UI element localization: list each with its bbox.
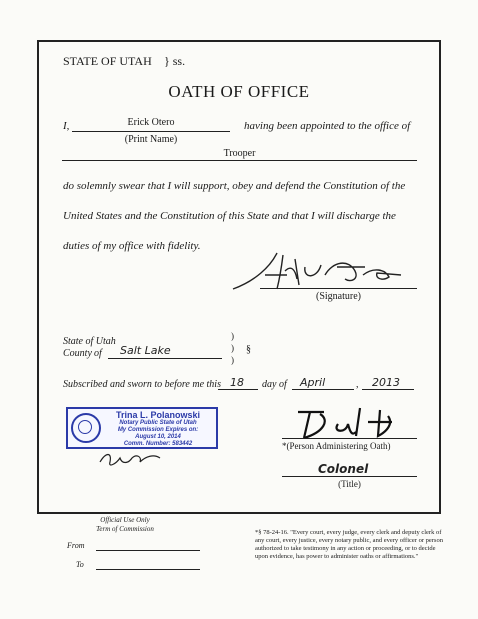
day-of-label: day of xyxy=(262,379,287,390)
name-line xyxy=(72,131,230,132)
signature-label: (Signature) xyxy=(316,291,361,302)
administering-line xyxy=(282,438,417,439)
sworn-text: Subscribed and sworn to before me this xyxy=(63,379,221,390)
county-handwritten: Salt Lake xyxy=(120,344,171,357)
sworn-year: 2013 xyxy=(372,376,400,389)
office-line xyxy=(62,160,417,161)
title-line xyxy=(282,476,417,477)
sworn-day: 18 xyxy=(230,376,244,389)
document-title: OATH OF OFFICE xyxy=(168,82,310,101)
to-label: To xyxy=(76,560,84,569)
year-line xyxy=(362,389,414,390)
oath-line-3: duties of my office with fidelity. xyxy=(63,240,201,252)
official-use-header: Official Use Only xyxy=(100,516,150,524)
day-line xyxy=(218,389,258,390)
from-label: From xyxy=(67,541,85,550)
term-of-commission-header: Term of Commission xyxy=(96,525,154,533)
notary-stamp: Trina L. Polanowski Notary Public State of Utah My Commission Expires on: August 10, 2014 Comm. Number: 583442 xyxy=(66,407,218,449)
title-label: (Title) xyxy=(338,479,361,489)
state-heading: STATE OF UTAH xyxy=(63,54,152,68)
venue-of-label: of xyxy=(94,348,102,359)
print-name-label: (Print Name) xyxy=(124,134,178,145)
signature-line xyxy=(260,288,417,289)
office-value: Trooper xyxy=(223,148,256,159)
printed-name: Erick Otero xyxy=(127,117,175,128)
venue-county-label: County xyxy=(63,348,92,359)
sworn-month: April xyxy=(300,376,326,389)
ss-marker: } ss. xyxy=(164,54,186,68)
title-handwritten: Colonel xyxy=(318,462,369,476)
appointed-text: having been appointed to the office of xyxy=(244,120,411,132)
oath-line-2: United States and the Constitution of this State and that I will discharge the xyxy=(63,210,396,222)
notary-seal-icon xyxy=(71,413,101,443)
oath-line-1: do solemnly swear that I will support, obey and defend the Constitution of the xyxy=(63,180,406,192)
to-line xyxy=(96,569,200,570)
administering-signature xyxy=(290,402,410,442)
notary-initials-signature xyxy=(96,448,166,470)
statute-footnote: *§ 78-24-16. "Every court, every judge, every clerk and deputy clerk of any court, every justice, every notary public, and every officer or person authorized to take testimony in any action or proceeding, or to decide upon evidence, has power to administer oaths or affirmations." xyxy=(255,529,443,560)
month-line xyxy=(292,389,354,390)
i-label: I, xyxy=(63,120,70,132)
year-separator: , xyxy=(356,379,359,390)
venue-brackets: ) ) ) xyxy=(231,331,234,365)
county-line xyxy=(108,358,222,359)
administering-label: *(Person Administering Oath) xyxy=(282,441,391,451)
from-line xyxy=(96,550,200,551)
section-symbol: § xyxy=(246,344,251,355)
venue-state: State of Utah xyxy=(63,336,116,347)
